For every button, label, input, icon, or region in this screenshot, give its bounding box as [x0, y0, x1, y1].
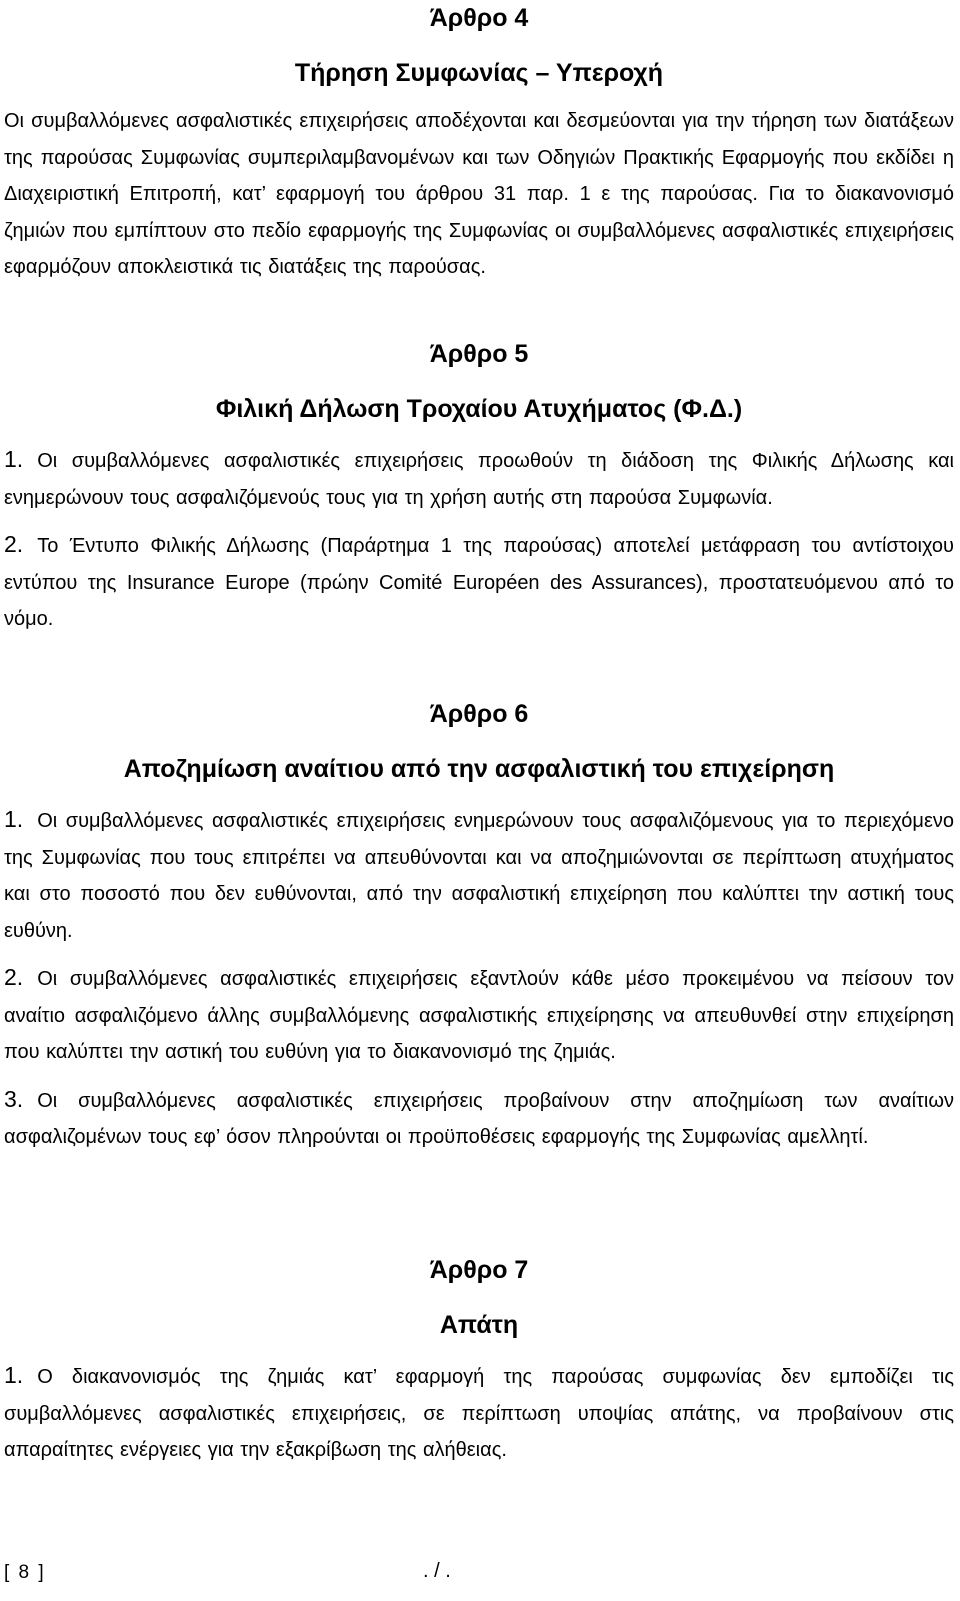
paragraph-text: Οι συμβαλλόμενες ασφαλιστικές επιχειρήσεις προωθούν τη διάδοση της Φιλικής Δήλωσης και ενημερώνουν τους ασφαλιζόμενούς τους για τη χρήση αυτής στη παρούσα Συμφωνία. [4, 450, 954, 509]
article-6-paragraph-1 [4, 801, 954, 949]
article-5 [4, 336, 954, 638]
article-7 [4, 1252, 954, 1469]
article-5-title: Φιλική Δήλωση Τροχαίου Ατυχήματος (Φ.Δ.) [215, 395, 743, 423]
article-6-title: Αποζημίωση αναίτιου από την ασφαλιστική του επιχείρηση [123, 755, 835, 783]
paragraph-number: 1. [4, 446, 24, 472]
paragraph-text: Οι συμβαλλόμενες ασφαλιστικές επιχειρήσεις εξαντλούν κάθε μέσο προκειμένου να πείσουν τον αναίτιο ασφαλιζόμενο άλλης συμβαλλόμενης ασφαλιστικής επιχείρησης να απευθυνθεί στην επιχείρηση που καλύπτει την αστική του ευθύνη για το διακανονισμό της ζημιάς. [4, 968, 954, 1063]
article-6-number: Άρθρο 6 [429, 700, 529, 728]
article-6 [4, 696, 954, 1156]
article-6-paragraph-3 [4, 1081, 954, 1156]
article-7-title: Απάτη [439, 1311, 519, 1339]
article-5-number: Άρθρο 5 [429, 340, 529, 368]
article-7-paragraph-1 [4, 1357, 954, 1469]
article-4-paragraph: Οι συμβαλλόμενες ασφαλιστικές επιχειρήσεις αποδέχονται και δεσμεύονται για την τήρηση των διατάξεων της παρούσας Συμφωνίας συμπεριλαμβανομένων και των Οδηγιών Πρακτικής Εφαρμογής που εκδίδει η Διαχειριστική Επιτροπή, κατ’ εφαρμογή του άρθρου 31 παρ. 1 ε της παρούσας. Για το διακανονισμό ζημιών που εμπίπτουν στο πεδίο εφαρμογής της Συμφωνίας οι συμβαλλόμενες ασφαλιστικές επιχειρήσεις εφαρμόζουν αποκλειστικά τις διατάξεις της παρούσας. [4, 110, 954, 278]
article-6-paragraph-2 [4, 959, 954, 1071]
article-4 [4, 0, 954, 286]
continuation-mark: . / . [423, 1560, 451, 1582]
article-5-paragraph-1 [4, 441, 954, 516]
paragraph-number: 1. [4, 806, 24, 832]
paragraph-number: 2. [4, 531, 24, 557]
paragraph-text: Ο διακανονισμός της ζημιάς κατ’ εφαρμογή της παρούσας συμφωνίας δεν εμποδίζει τις συμβαλλόμενες ασφαλιστικές επιχειρήσεις, σε περίπτωση υποψίας απάτης, να προβαίνουν στις απαραίτητες ενέργειες για την εξακρίβωση της αλήθειας. [4, 1366, 954, 1461]
article-5-paragraph-2 [4, 526, 954, 638]
paragraph-text: Το Έντυπο Φιλικής Δήλωσης (Παράρτημα 1 της παρούσας) αποτελεί μετάφραση του αντίστοιχου εντύπου της Insurance Europe (πρώην Comité Européen des Assurances), προστατευόμενου από το νόμο. [4, 535, 954, 630]
article-4-title: Τήρηση Συμφωνίας – Υπεροχή [294, 59, 664, 87]
article-4-number: Άρθρο 4 [429, 4, 529, 32]
paragraph-text: Οι συμβαλλόμενες ασφαλιστικές επιχειρήσεις ενημερώνουν τους ασφαλιζόμενους για το περιεχόμενο της Συμφωνίας που τους επιτρέπει να απευθύνονται και να αποζημιώνονται σε περίπτωση ατυχήματος και στο ποσοστό που δεν ευθύνονται, από την ασφαλιστική επιχείρηση που καλύπτει την αστική τους ευθύνη. [4, 810, 954, 942]
paragraph-text: Οι συμβαλλόμενες ασφαλιστικές επιχειρήσεις προβαίνουν στην αποζημίωση των αναίτιων ασφαλιζομένων τους εφ’ όσον πληρούνται οι προϋποθέσεις εφαρμογής της Συμφωνίας αμελλητί. [4, 1089, 954, 1148]
paragraph-number: 1. [4, 1362, 24, 1388]
article-7-number: Άρθρο 7 [429, 1256, 529, 1284]
paragraph-number: 3. [4, 1085, 24, 1112]
paragraph-number: 2. [4, 964, 24, 990]
page-number: [ 8 ] [4, 1562, 46, 1583]
